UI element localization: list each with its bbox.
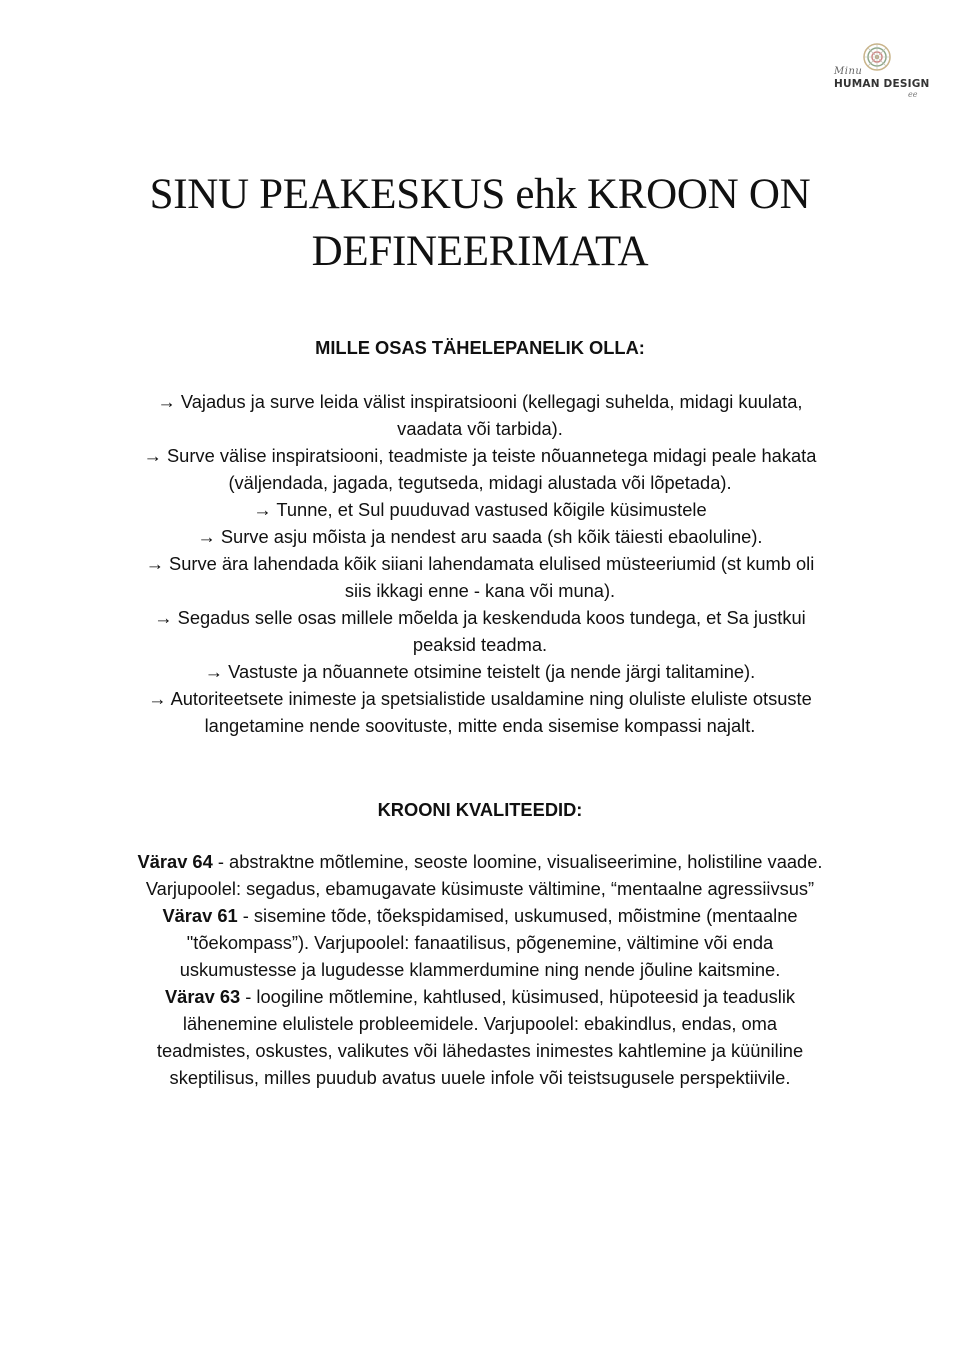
gate-61-line-2: "tõekompass”). Varjupoolel: fanaatilisus, põgenemine, vältimine või enda <box>186 932 774 953</box>
gate-63-description: - loogiline mõtlemine, kahtlused, küsimused, hüpoteesid ja teaduslik <box>240 986 796 1007</box>
gate-61-label: Värav 61 <box>162 905 238 926</box>
gate-63-line-4: skeptilisus, milles puudub avatus uuele infole või teistsugusele perspektiivile. <box>169 1067 791 1088</box>
logo-main-text: HUMAN DESIGN <box>834 78 930 90</box>
mandala-logo-icon <box>862 42 892 72</box>
attention-line: → Tunne, et Sul puuduvad vastused kõigile küsimustele <box>253 499 707 520</box>
gate-64-label: Värav 64 <box>137 851 213 872</box>
qualities-heading-text: KROONI KVALITEEDID: <box>377 799 583 820</box>
gate-61-line-3: uskumustesse ja lugudesse klammerdumine ning nende jõuline kaitsmine. <box>179 959 781 980</box>
gate-63-line-1 <box>80 983 880 1010</box>
attention-line: peaksid teadma. <box>412 634 548 655</box>
gate-64-line-2: Varjupoolel: segadus, ebamugavate küsimuste vältimine, “mentaalne agressiivsus” <box>145 878 815 899</box>
page-title-line-1: SINU PEAKESKUS ehk KROON ON <box>149 171 811 218</box>
attention-list <box>80 388 880 739</box>
page-title-line-2: DEFINEERIMATA <box>311 228 649 275</box>
logo-script-text: Minu <box>834 66 863 77</box>
gate-61-description: - sisemine tõde, tõekspidamised, uskumused, mõistmine (mentaalne <box>237 905 798 926</box>
gate-63-label: Värav 63 <box>164 986 241 1007</box>
logo-sub-text: ee <box>908 90 918 99</box>
qualities-heading <box>80 796 880 823</box>
attention-line: langetamine nende soovituste, mitte enda sisemise kompassi najalt. <box>204 715 756 736</box>
gate-63-line-3: teadmistes, oskustes, valikutes või lähedastes inimestes kahtlemine ja küüniline <box>156 1040 804 1061</box>
gate-64-description: - abstraktne mõtlemine, seoste loomine, visualiseerimine, holistiline vaade. <box>212 851 823 872</box>
attention-line: → Autoriteetsete inimeste ja spetsialistide usaldamine ning oluliste eluliste otsuste <box>148 688 812 709</box>
attention-line: vaadata või tarbida). <box>397 418 563 439</box>
attention-line: → Surve asju mõista ja nendest aru saada (sh kõik täiesti ebaoluline). <box>197 526 763 547</box>
attention-line: → Surve välise inspiratsiooni, teadmiste ja teiste nõuannetega midagi peale hakata <box>143 445 817 466</box>
attention-line: → Vastuste ja nõuannete otsimine teistelt (ja nende järgi talitamine). <box>204 661 756 682</box>
brand-logo <box>832 42 930 99</box>
gate-63-line-2: lähenemine elulistele probleemidele. Varjupoolel: ebakindlus, endas, oma <box>182 1013 778 1034</box>
qualities-list <box>80 848 880 1091</box>
gate-64-line-1 <box>80 848 880 875</box>
attention-line: → Surve ära lahendada kõik siiani lahendamata elulised müsteeriumid (st kumb oli <box>145 553 815 574</box>
attention-line: → Vajadus ja surve leida välist inspiratsiooni (kellegagi suhelda, midagi kuulata, <box>157 391 803 412</box>
gate-61-line-1 <box>80 902 880 929</box>
page-title <box>100 166 860 280</box>
attention-line: siis ikkagi enne - kana või muna). <box>344 580 616 601</box>
attention-line: → Segadus selle osas millele mõelda ja keskenduda koos tundega, et Sa justkui <box>154 607 806 628</box>
attention-heading <box>80 334 880 361</box>
attention-line: (väljendada, jagada, tegutseda, midagi alustada või lõpetada). <box>228 472 732 493</box>
attention-heading-text: MILLE OSAS TÄHELEPANELIK OLLA: <box>315 337 645 358</box>
